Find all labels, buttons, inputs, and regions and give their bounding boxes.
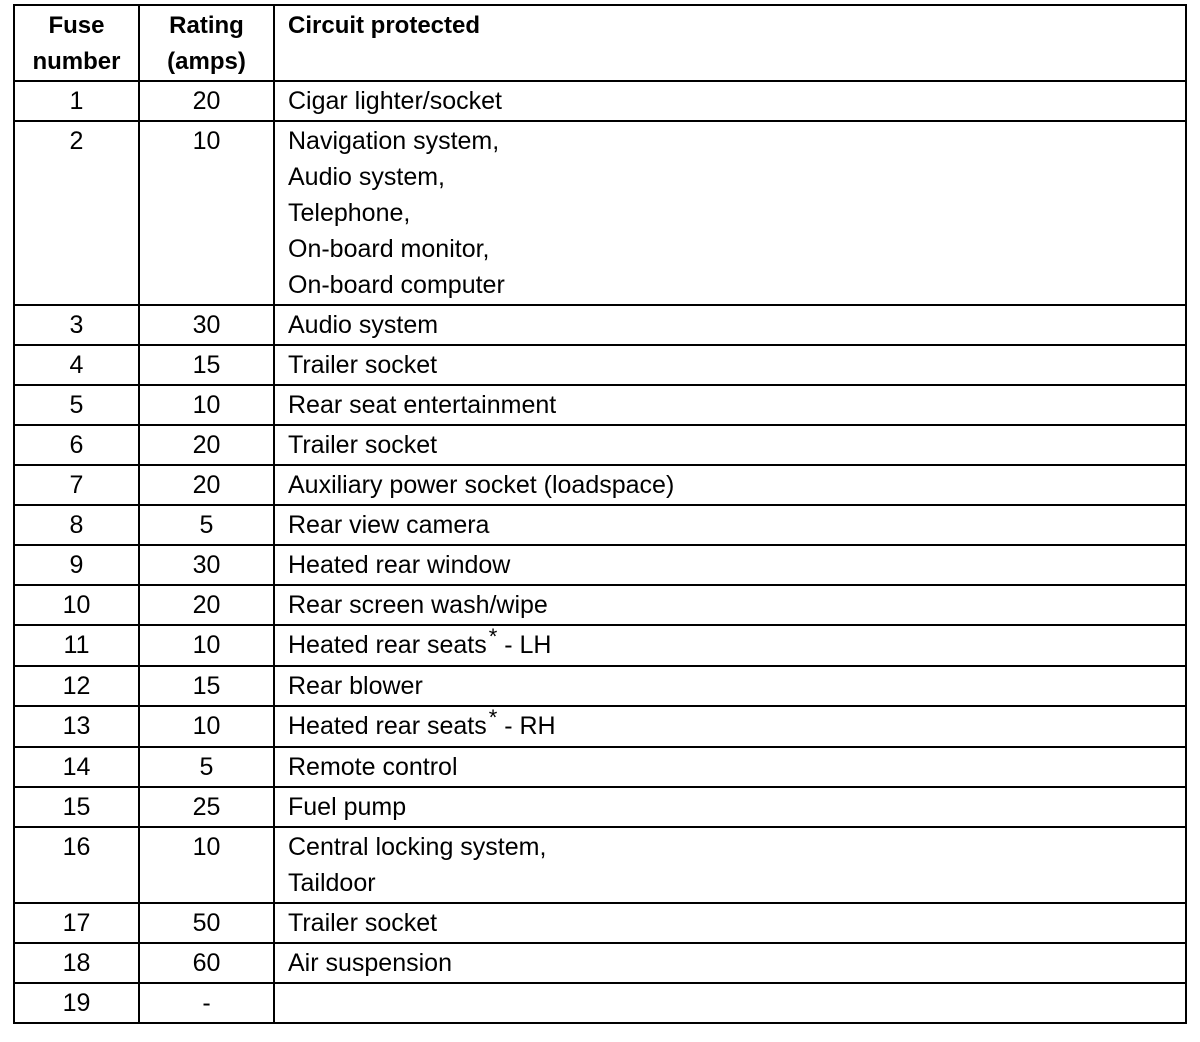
table-row: [14, 385, 1186, 425]
circuit-cell: [274, 585, 1186, 625]
circuit-cell: [274, 305, 1186, 345]
fuse-number-cell: 3: [14, 305, 139, 345]
circuit-cell: [274, 81, 1186, 121]
fuse-number-cell: 10: [14, 585, 139, 625]
circuit-line: Air suspension: [288, 949, 452, 977]
rating-cell: 30: [139, 545, 274, 585]
table-row: [14, 585, 1186, 625]
circuit-cell: [274, 706, 1186, 747]
rating-cell: 30: [139, 305, 274, 345]
fuse-number-cell: 17: [14, 903, 139, 943]
fuse-number-cell: 1: [14, 81, 139, 121]
table-row: [14, 787, 1186, 827]
circuit-line: [288, 624, 1185, 664]
circuit-line: Audio system,: [288, 163, 446, 191]
table-row: [14, 121, 1186, 305]
table-row: [14, 943, 1186, 983]
table-row: [14, 903, 1186, 943]
fuse-number-cell: 5: [14, 385, 139, 425]
circuit-line: Rear screen wash/wipe: [288, 591, 548, 619]
circuit-line: Trailer socket: [288, 351, 438, 379]
table-row: [14, 747, 1186, 787]
circuit-line: Taildoor: [288, 869, 376, 897]
circuit-line: Rear seat entertainment: [288, 391, 557, 419]
fuse-number-cell: 15: [14, 787, 139, 827]
circuit-line: Fuel pump: [288, 793, 407, 821]
rating-cell: 10: [139, 827, 274, 903]
rating-cell: 20: [139, 81, 274, 121]
rating-cell: 10: [139, 121, 274, 305]
fuse-number-cell: 7: [14, 465, 139, 505]
fuse-number-cell: 4: [14, 345, 139, 385]
fuse-number-cell: 9: [14, 545, 139, 585]
footnote-asterisk: *: [488, 624, 498, 649]
circuit-cell: [274, 787, 1186, 827]
circuit-line: On-board monitor,: [288, 235, 490, 263]
rating-cell: 10: [139, 625, 274, 666]
table-row: [14, 505, 1186, 545]
fuse-number-cell: 12: [14, 666, 139, 706]
table-row: [14, 305, 1186, 345]
header-circuit-protected: Circuit protected: [274, 5, 1186, 81]
circuit-line: Audio system: [288, 311, 439, 339]
circuit-cell: [274, 505, 1186, 545]
rating-cell: 5: [139, 505, 274, 545]
rating-cell: -: [139, 983, 274, 1023]
table-row: [14, 545, 1186, 585]
rating-cell: 50: [139, 903, 274, 943]
circuit-line-text: Heated rear seats: [288, 631, 487, 659]
header-fuse-number: [14, 5, 139, 81]
table-row: [14, 706, 1186, 747]
rating-cell: 5: [139, 747, 274, 787]
circuit-cell: [274, 943, 1186, 983]
table-row: [14, 625, 1186, 666]
rating-cell: 15: [139, 345, 274, 385]
circuit-line: Heated rear window: [288, 551, 511, 579]
circuit-line: Navigation system,: [288, 127, 500, 155]
rating-cell: 25: [139, 787, 274, 827]
table-body: [14, 81, 1186, 1023]
rating-cell: 15: [139, 666, 274, 706]
circuit-line: Trailer socket: [288, 431, 438, 459]
table-row: [14, 465, 1186, 505]
footnote-asterisk: *: [488, 705, 498, 730]
table-row: [14, 827, 1186, 903]
rating-cell: 20: [139, 425, 274, 465]
circuit-line: [288, 705, 1185, 745]
table-header-row: [14, 5, 1186, 81]
fuse-number-cell: 16: [14, 827, 139, 903]
circuit-cell: [274, 345, 1186, 385]
circuit-line: Central locking system,: [288, 833, 547, 861]
header-rating-line-2: (amps): [167, 48, 246, 75]
circuit-cell: [274, 625, 1186, 666]
rating-cell: 20: [139, 465, 274, 505]
circuit-line: Rear view camera: [288, 511, 490, 539]
circuit-line: Trailer socket: [288, 909, 438, 937]
header-rating-line-1: Rating: [169, 12, 244, 39]
rating-cell: 60: [139, 943, 274, 983]
circuit-line: Telephone,: [288, 199, 411, 227]
header-fuse-line-1: Fuse: [48, 12, 105, 39]
circuit-cell: [274, 983, 1186, 1023]
circuit-cell: [274, 827, 1186, 903]
circuit-cell: [274, 666, 1186, 706]
fuse-number-cell: 13: [14, 706, 139, 747]
table-row: [14, 81, 1186, 121]
fuse-number-cell: 6: [14, 425, 139, 465]
circuit-line: On-board computer: [288, 271, 505, 299]
fuse-number-cell: 18: [14, 943, 139, 983]
header-fuse-line-2: number: [32, 48, 121, 75]
circuit-line-suffix: - LH: [497, 631, 552, 659]
fuse-number-cell: 14: [14, 747, 139, 787]
circuit-line-suffix: - RH: [497, 712, 556, 740]
circuit-cell: [274, 425, 1186, 465]
fuse-number-cell: 8: [14, 505, 139, 545]
circuit-line: Remote control: [288, 753, 458, 781]
fuse-number-cell: 19: [14, 983, 139, 1023]
rating-cell: 10: [139, 706, 274, 747]
circuit-line: Rear blower: [288, 672, 423, 700]
rating-cell: 20: [139, 585, 274, 625]
fuse-table: [13, 4, 1187, 1024]
circuit-line: Auxiliary power socket (loadspace): [288, 471, 675, 499]
circuit-cell: [274, 385, 1186, 425]
header-rating: [139, 5, 274, 81]
circuit-cell: [274, 465, 1186, 505]
table-row: [14, 425, 1186, 465]
table-row: [14, 666, 1186, 706]
circuit-line-text: Heated rear seats: [288, 712, 487, 740]
fuse-number-cell: 2: [14, 121, 139, 305]
circuit-cell: [274, 121, 1186, 305]
circuit-cell: [274, 903, 1186, 943]
fuse-number-cell: 11: [14, 625, 139, 666]
rating-cell: 10: [139, 385, 274, 425]
table-row: [14, 983, 1186, 1023]
circuit-cell: [274, 545, 1186, 585]
circuit-cell: [274, 747, 1186, 787]
circuit-line: Cigar lighter/socket: [288, 87, 502, 115]
table-row: [14, 345, 1186, 385]
